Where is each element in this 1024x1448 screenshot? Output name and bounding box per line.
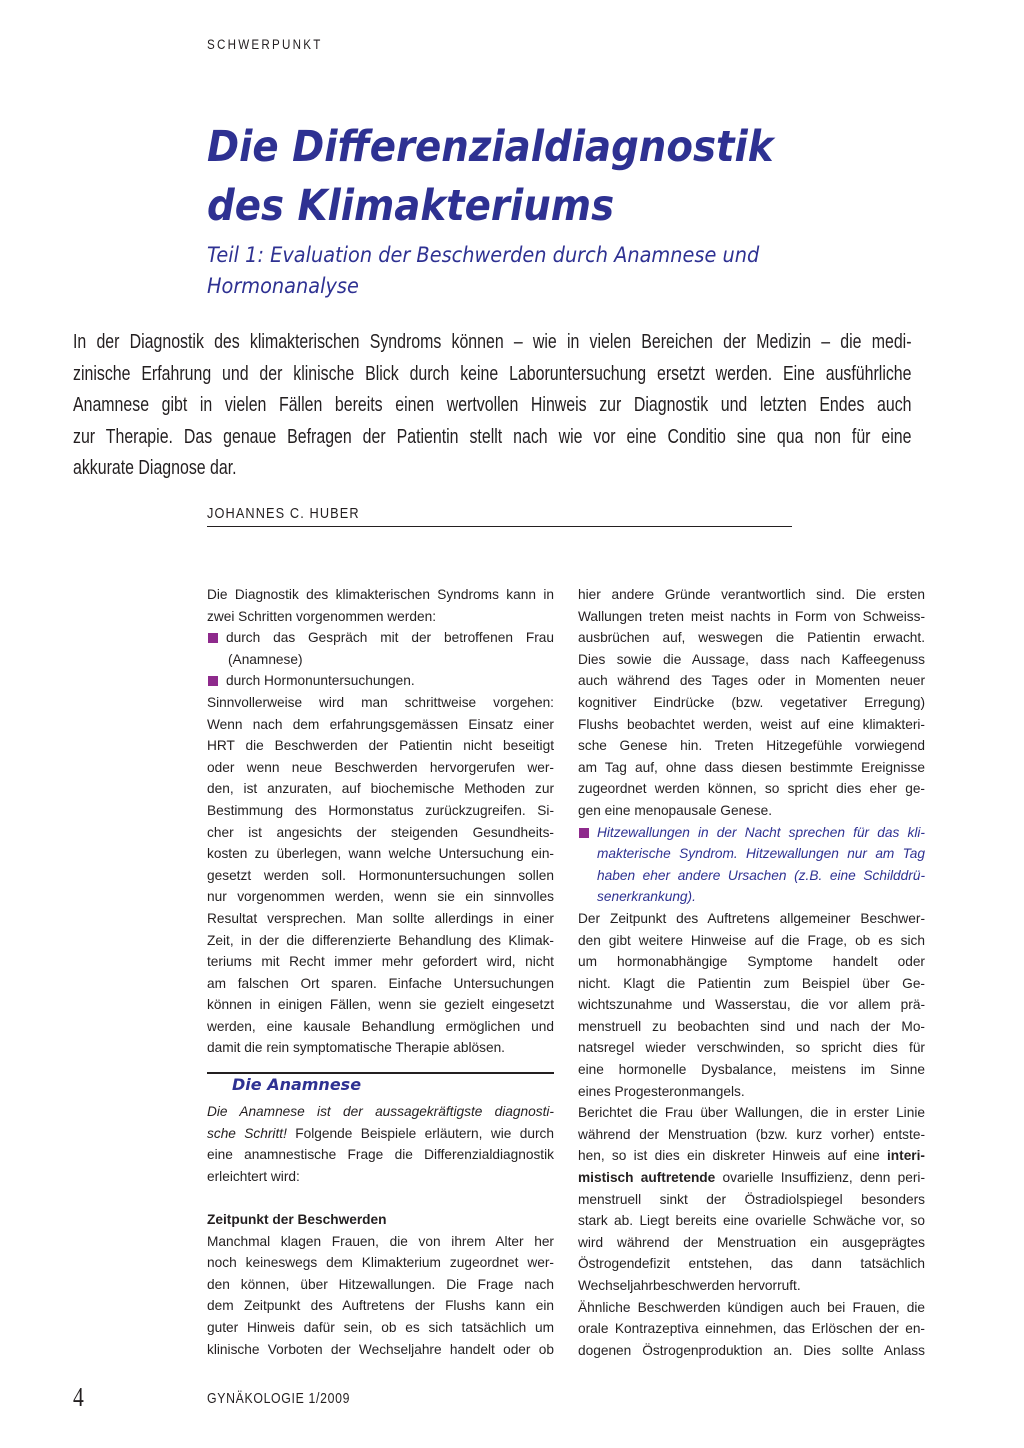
body-line: am Tag auf, ohne dass diesen bestimmte Ereignisse xyxy=(578,759,925,775)
body-line: Berichtet die Frau über Wallungen, die in erster Linie xyxy=(578,1105,925,1121)
body-line: Bestimmung des Hormonstatus zurückzugreifen. Si- xyxy=(207,802,554,818)
article-title xyxy=(207,118,987,236)
lead-line: zur Therapie. Das genaue Befragen der Patientin stellt nach wie vor eine Conditio sine qua non für eine xyxy=(73,425,912,448)
body-line: am falschen Ort sparen. Einfache Untersuchungen xyxy=(207,975,554,991)
body-line: noch keineswegs dem Klimakterium zugeordnet wer- xyxy=(207,1255,554,1271)
body-line: oder wenn neue Beschwerden hervorgerufen wer- xyxy=(207,759,554,775)
subtitle-line-1: Teil 1: Evaluation der Beschwerden durch Anamnese und xyxy=(207,243,760,267)
body-line: zugeordnet werden können, so spricht dies eher ge- xyxy=(578,781,925,797)
body-line: Ähnliche Beschwerden kündigen auch bei Frauen, die xyxy=(578,1299,925,1315)
bold-text: mistisch auftretende xyxy=(578,1170,716,1186)
body-line: eines Progesteronmangels. xyxy=(578,1083,745,1099)
body-line: während der Menstruation (bzw. kurz vorher) entste- xyxy=(578,1126,925,1142)
body-line: damit die rein symptomatische Therapie ablösen. xyxy=(207,1040,505,1056)
bullet-text: durch Hormonuntersuchungen. xyxy=(226,673,415,689)
subtitle-line-2: Hormonanalyse xyxy=(207,274,359,298)
body-line: natsregel wieder verschwinden, so spricht dies für xyxy=(578,1040,925,1056)
page-number: 4 xyxy=(73,1382,84,1412)
bullet-item xyxy=(207,627,554,649)
highlight-box-line: senerkrankung). xyxy=(597,889,696,905)
lead-line: In der Diagnostik des klimakterischen Syndroms können – wie in vielen Bereichen der Medizin – die medi- xyxy=(73,331,912,353)
body-line: nur vorgenommen werden, wenn sie ein sinnvolles xyxy=(207,889,554,905)
body-line: Flushs beobachtet werden, weist auf eine klimakteri- xyxy=(578,716,925,732)
body-line xyxy=(578,1145,925,1167)
body-line: Wenn nach dem erfahrungsgemässen Einsatz einer xyxy=(207,716,554,732)
body-line: orale Kontrazeptiva einnehmen, das Erlöschen der en- xyxy=(578,1321,925,1337)
body-line: Zeit, in der die differenzierte Behandlung des Klimak- xyxy=(207,932,554,948)
body-line: Sinnvollerweise wird man schrittweise vorgehen: xyxy=(207,694,554,710)
body-line xyxy=(207,1123,554,1145)
title-line-1: Die Differenzialdiagnostik xyxy=(207,122,774,172)
section-heading-block xyxy=(207,1071,554,1101)
journal-issue: GYNÄKOLOGIE 1/2009 xyxy=(207,1390,351,1407)
body-line: guter Hinweis dafür sein, ob es sich tatsächlich um xyxy=(207,1320,554,1335)
highlight-box-line: makterische Syndrom. Hitzewallungen nur am Tag xyxy=(597,846,925,862)
body-line: Die Anamnese ist der aussagekräftigste diagnosti- xyxy=(207,1104,554,1120)
lead-paragraph xyxy=(73,327,911,485)
lead-line: akkurate Diagnose dar. xyxy=(73,457,237,479)
section-heading: Die Anamnese xyxy=(232,1075,362,1095)
highlight-text: Hitzewallungen in der Nacht sprechen für das kli- xyxy=(597,824,925,840)
title-line-2: des Klimakteriums xyxy=(207,181,615,231)
body-line: Der Zeitpunkt des Auftretens allgemeiner Beschwer- xyxy=(578,910,925,926)
body-line: stark ab. Liegt bereits eine ovarielle Schwäche vor, so xyxy=(578,1213,925,1229)
body-line: wird während der Menstruation ein ausgeprägtes xyxy=(578,1234,925,1250)
highlight-box-line: haben eher andere Ursachen (z.B. eine Schilddrü- xyxy=(597,867,925,883)
body-line: Wechseljahrbeschwerden hervorruft. xyxy=(578,1278,801,1293)
body-line: Resultat versprechen. Man sollte allerdings in einer xyxy=(207,910,554,926)
body-line: Östrogendefizit entstehen, das dann tatsächlich xyxy=(578,1256,925,1272)
body-line: menstruell sinkt der Östradiolspiegel besonders xyxy=(578,1191,925,1207)
body-line: Die Diagnostik des klimakterischen Syndroms kann in xyxy=(207,587,554,602)
body-line: gesetzt werden soll. Hormonuntersuchungen sollen xyxy=(207,867,554,883)
author-divider xyxy=(207,526,792,527)
body-text: hen, so ist dies ein diskreter Hinweis auf eine xyxy=(578,1148,887,1164)
body-line: Dies sowie die Aussage, dass nach Kaffeegenuss xyxy=(578,651,925,667)
body-line: ausbrüchen auf, weswegen die Patientin erwacht. xyxy=(578,630,925,646)
subheading: Zeitpunkt der Beschwerden xyxy=(207,1212,387,1228)
body-line: eine anamnestische Frage die Differenzialdiagnostik xyxy=(207,1147,554,1163)
body-line: nicht. Klagt die Patientin zum Beispiel über Ge- xyxy=(578,975,925,991)
body-line: dem Zeitpunkt des Auftretens der Flushs kann ein xyxy=(207,1298,554,1314)
bullet-item xyxy=(207,670,554,692)
italic-text: sche Schritt! xyxy=(207,1125,287,1141)
body-line: um hormonabhängige Symptome handelt oder xyxy=(578,954,925,970)
body-line: werden, eine kausale Behandlung ermöglichen und xyxy=(207,1018,554,1034)
body-text: ovarielle Insuffizienz, denn peri- xyxy=(715,1170,925,1186)
highlight-box-line xyxy=(578,822,925,844)
body-line: den gibt weitere Hinweise auf die Frage, ob es sich xyxy=(578,932,925,948)
body-line xyxy=(578,1167,925,1189)
body-line: dogenen Östrogenproduktion an. Dies sollte Anlass xyxy=(578,1342,925,1358)
body-line: menstruell zu beobachten sind und nach der Mo- xyxy=(578,1018,925,1034)
left-column xyxy=(207,584,554,1360)
body-line: kosten zu überlegen, wann welche Untersuchung ein- xyxy=(207,846,554,862)
body-line: klinische Vorboten der Wechseljahre handelt oder ob xyxy=(207,1341,554,1357)
body-line: eine hormonelle Dysbalance, meistens im Sinne xyxy=(578,1062,925,1078)
body-line: zwei Schritten vorgenommen werden: xyxy=(207,608,436,624)
author-byline: JOHANNES C. HUBER xyxy=(207,505,360,522)
body-line: hier andere Gründe verantwortlich sind. Die ersten xyxy=(578,587,925,602)
body-line: auch während des Tages oder in Momenten neuer xyxy=(578,673,925,689)
body-line: den können, über Hitzewallungen. Die Frage nach xyxy=(207,1276,554,1292)
body-text: Folgende Beispiele erläutern, wie durch xyxy=(286,1125,554,1141)
bold-text: interi- xyxy=(886,1148,925,1164)
body-line: cher ist angesichts der steigenden Gesundheits- xyxy=(207,824,554,840)
body-line: sche Genese hin. Treten Hitzegefühle vorwiegend xyxy=(578,738,925,754)
body-line: kognitiver Eindrücke (bzw. vegetativer Erregung) xyxy=(578,694,925,710)
bullet-text: durch das Gespräch mit der betroffenen Frau xyxy=(226,630,554,646)
lead-line: Anamnese gibt in vielen Fällen bereits einen wertvollen Hinweis zur Diagnostik und letzten Endes auch xyxy=(73,394,912,416)
article-subtitle xyxy=(207,240,907,302)
right-column xyxy=(578,584,925,1361)
body-line: HRT die Beschwerden der Patientin nicht beseitigt xyxy=(207,738,554,754)
lead-line: zinische Erfahrung und der klinische Blick durch keine Laboruntersuchung ersetzt werden. Eine ausführliche xyxy=(73,362,912,385)
body-line: wichtszunahme und Wasserstau, die vor allem prä- xyxy=(578,997,925,1013)
body-line: den, ist anzuraten, auf biochemische Methoden zur xyxy=(207,781,554,797)
body-line: gen eine menopausale Genese. xyxy=(578,802,773,818)
body-line: Wallungen treten meist nachts in Form von Schweiss- xyxy=(578,608,925,624)
section-label: SCHWERPUNKT xyxy=(207,37,323,52)
bullet-item-continuation: (Anamnese) xyxy=(228,651,303,667)
body-line: Manchmal klagen Frauen, die von ihrem Alter her xyxy=(207,1233,554,1249)
body-line: erleichtert wird: xyxy=(207,1168,300,1184)
body-line: teriums mit Recht immer mehr gefordert wird, nicht xyxy=(207,954,554,970)
body-line: können in einigen Fällen, wenn sie gezielt eingesetzt xyxy=(207,997,554,1013)
